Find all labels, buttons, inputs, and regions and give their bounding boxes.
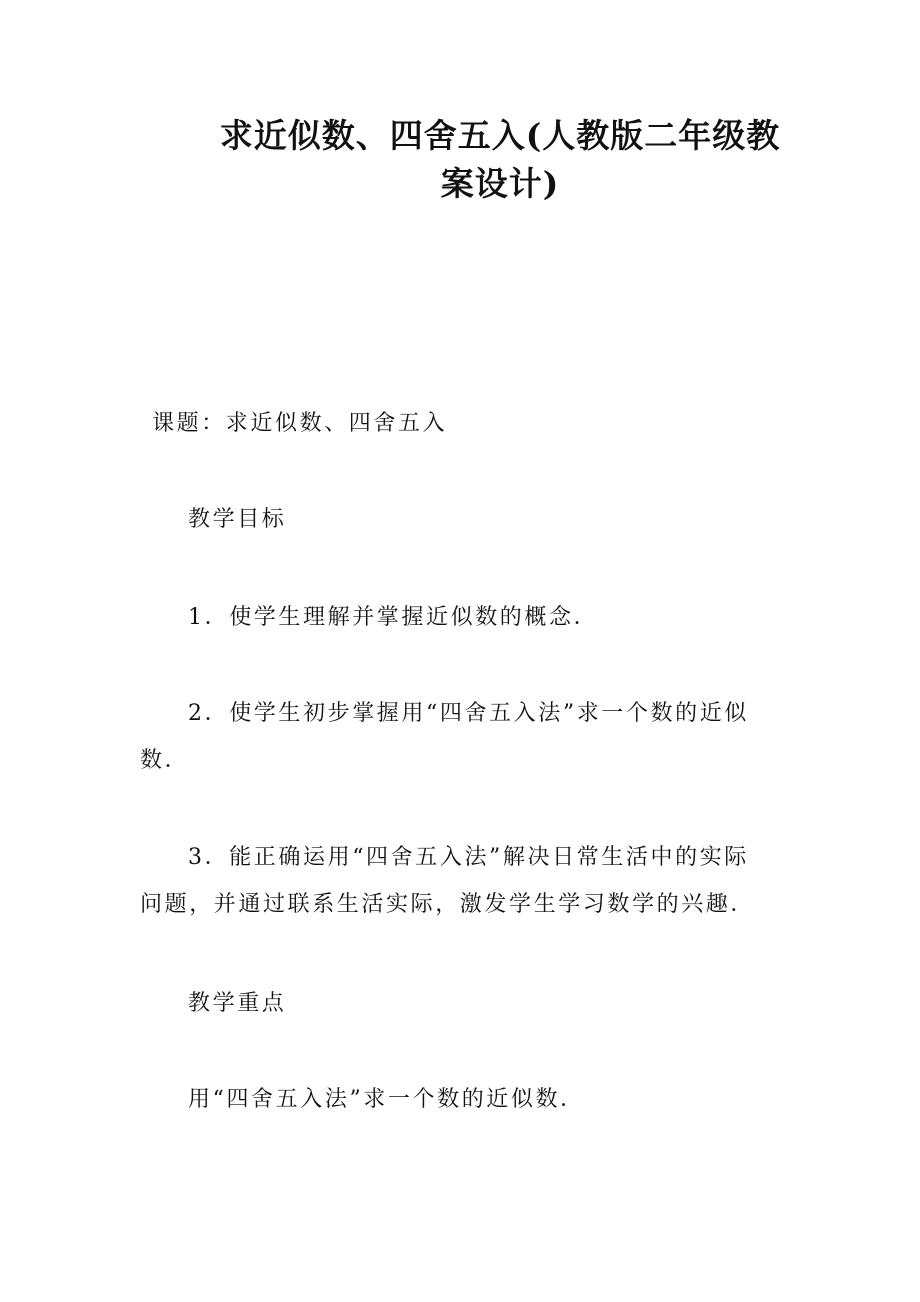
keypoint-heading: 教学重点 [188,991,287,1016]
keypoint-text: 用“四舍五入法”求一个数的近似数． [188,1087,585,1112]
objective-3-line-2: 问题，并通过联系生活实际，激发学生学习数学的兴趣． [140,892,756,917]
objective-1: 1．使学生理解并掌握近似数的概念． [188,605,599,630]
objective-3 [140,834,780,928]
objective-3-line-1: 3．能正确运用“四舍五入法”解决日常生活中的实际 [188,845,749,870]
objectives-heading: 教学目标 [188,507,287,532]
title-line-1: 求近似数、四舍五入(人教版二年级教 [219,116,781,155]
objective-2-line-2: 数． [140,748,190,773]
subject-line: 课题：求近似数、四舍五入 [152,411,448,436]
title-line-2: 案设计) [440,164,560,203]
objective-2-line-1: 2．使学生初步掌握用“四舍五入法”求一个数的近似 [188,701,749,726]
document-title [140,112,860,208]
objective-2 [140,690,780,784]
